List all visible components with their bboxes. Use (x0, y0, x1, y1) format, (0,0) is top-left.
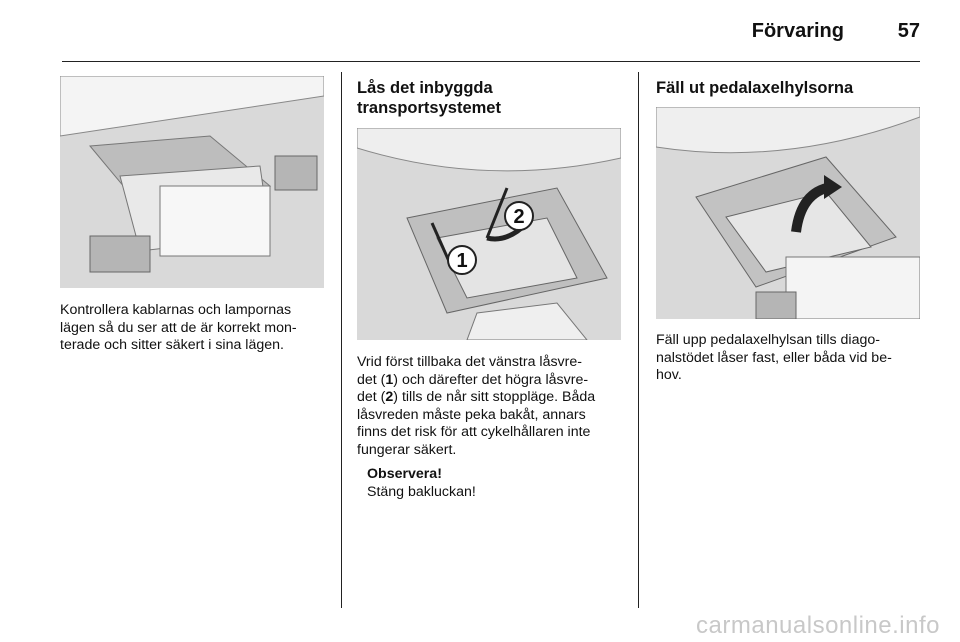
column-divider-2 (638, 72, 639, 608)
lock-heading (357, 78, 621, 118)
callout-1: 1 (456, 250, 468, 272)
note-text: Stäng bakluckan! (367, 483, 476, 500)
lock-instructions (357, 354, 621, 460)
heading-line: Lås det inbyggda (357, 79, 493, 97)
page-header (0, 0, 960, 62)
lock-drawing (357, 128, 621, 340)
column-2 (357, 62, 621, 608)
lamp-drawing (60, 76, 324, 288)
text-line: låsvreden måste peka bakåt, annars (357, 406, 586, 423)
note-box (367, 466, 621, 501)
text-line: nalstödet låser fast, eller båda vid be- (656, 349, 892, 366)
text-line: Kontrollera kablarnas och lampornas (60, 302, 292, 318)
text-line: lägen så du ser att de är korrekt mon- (60, 319, 297, 336)
heading-line: transportsystemet (357, 99, 501, 117)
page-number: 57 (897, 20, 920, 42)
column-divider-1 (341, 72, 342, 608)
text-segment: ) tills de når sitt stoppläge. Båda (393, 389, 596, 406)
text-segment: ) och därefter det högra låsvre- (393, 371, 589, 388)
lock-illustration (357, 128, 621, 340)
pedal-instructions (656, 332, 920, 385)
ref-1: 1 (385, 371, 394, 388)
column-1 (60, 62, 324, 608)
text-line: finns det risk för att cykelhållaren inte (357, 424, 591, 441)
lamp-check-text (60, 302, 324, 355)
text-line: Vrid först tillbaka det vänstra låsvre- (357, 354, 582, 370)
text-line: terade och sitter säkert i sina lägen. (60, 337, 284, 354)
pedal-heading: Fäll ut pedalaxelhylsorna (656, 79, 854, 97)
watermark: carmanualsonline.info (696, 612, 940, 639)
pedal-drawing (656, 107, 920, 319)
text-line: Fäll upp pedalaxelhylsan tills diago- (656, 332, 880, 348)
note-title: Observera! (367, 466, 442, 482)
text-segment: det ( (357, 389, 386, 406)
column-3 (656, 62, 920, 608)
text-segment: det ( (357, 371, 386, 388)
text-line: fungerar säkert. (357, 441, 457, 458)
section-title: Förvaring (751, 20, 844, 42)
lamp-illustration (60, 76, 324, 288)
callout-2: 2 (513, 206, 525, 228)
text-line: hov. (656, 367, 682, 384)
pedal-illustration (656, 107, 920, 319)
ref-2: 2 (385, 389, 394, 406)
